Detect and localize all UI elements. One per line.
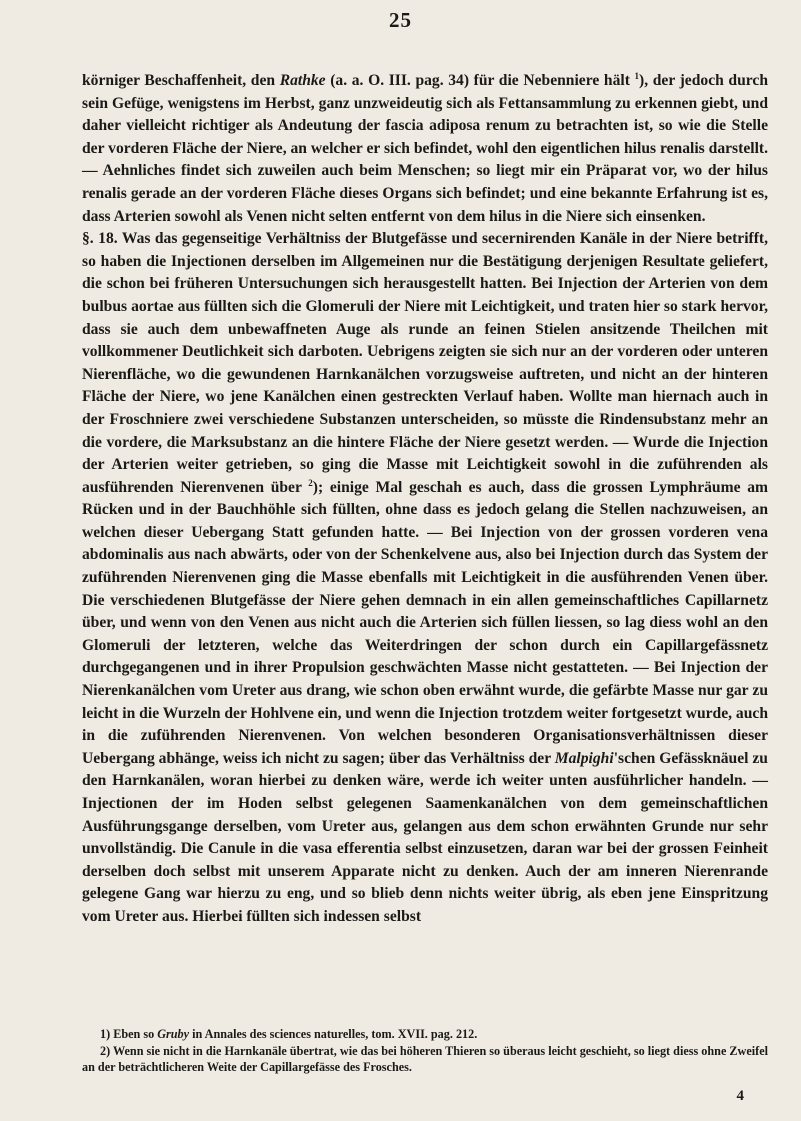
para2-text-3: 'schen Gefässknäuel zu den Harnkanälen, woran hierbei zu denken wäre, werde ich weiter unten ausführlicher handeln. — Injectionen der im Hoden selbst gelegenen Saamenkanälchen von dem gemeinschaftlichen Ausführungsgange derselben, vom Ureter aus, gelangen aus dem schon erwähnten Grunde nur sehr unvollständig. Die Canule in die vasa efferentia selbst einzusetzen, daran war bei der grossen Feinheit derselben doch selbst mit unserem Apparate nicht zu denken. Auch der am inneren Nierenrande gelegene Gang war hierzu zu eng, und so blieb denn nichts weiter übrig, als eben jene Einspritzung vom Ureter aus. Hierbei füllten sich indessen selbst <box>82 749 768 925</box>
signature-mark: 4 <box>736 1088 744 1104</box>
footnote-2: 2) Wenn sie nicht in die Harnkanäle übertrat, wie das bei höheren Thieren so überaus leicht geschieht, so liegt diess ohne Zweifel an der beträchtlicheren Weite der Capillargefässe des Frosches. <box>82 1043 768 1074</box>
para2-text-1: Was das gegenseitige Verhältniss der Blutgefässe und secernirenden Kanäle in der Niere betrifft, so haben die Injectionen derselben im Allgemeinen nur die Bestätigung derjenigen Resultate geliefert, die schon bei früheren Untersuchungen sich herausgestellt hatten. Bei Injection der Arterien von dem bulbus aortae aus füllten sich die Glomeruli der Niere mit Leichtigkeit, und traten hier so stark hervor, dass sie auch dem unbewaffneten Auge als runde an feinen Stielen ansitzende Theilchen mit vollkommener Deutlichkeit sich darboten. Uebrigens zeigten sie sich nur an der vorderen oder unteren Nierenfläche, wo die gewundenen Harnkanälchen vorzugsweise auftreten, und nicht an der hinteren Fläche der Niere, wo jene Kanälchen einen gestreckten Verlauf haben. Wollte man hiernach auch in der Froschniere zwei verschiedene Substanzen unterscheiden, so müsste die Rindensubstanz mehr an die vordere, die Marksubstanz an die hintere Fläche der Niere gesetzt werden. — Wurde die Injection der Arterien weiter getrieben, so ging die Masse mit Leichtigkeit sowohl in die zuführenden als ausführenden Nierenvenen über <box>82 230 768 496</box>
footnote1-text-2: in Annales des sciences naturelles, tom. XVII. pag. 212. <box>189 1027 478 1041</box>
para1-text-3: ), der jedoch durch sein Gefüge, wenigstens im Herbst, ganz unzweideutig sich als Fettansammlung zu erkennen giebt, und daher vielleicht richtiger als Andeutung der fascia adiposa renum zu betrachten ist, so wie die Stelle der vorderen Fläche der Niere, an welcher er sich befindet, wohl den eigentlichen hilus renalis darstellt. — Aehnliches findet sich zuweilen auch beim Menschen; so liegt mir ein Präparat vor, wo der hilus renalis gerade an der vorderen Fläche dieses Organs sich befindet; und eine bekannte Erfahrung ist es, dass Arterien sowohl als Venen nicht selten entfernt von dem hilus in die Niere sich einsenken. <box>82 72 768 225</box>
paragraph-1 <box>82 70 768 228</box>
author-rathke: Rathke <box>279 72 326 89</box>
para2-text-2: ); einige Mal geschah es auch, dass die grossen Lymphräume am Rücken und in der Bauchhöhle sich füllten, ohne dass es jedoch gelang die Stellen nachzuweisen, an welchen dieser Uebergang Statt gefunden hatte. — Bei Injection von der grossen vorderen vena abdominalis aus nach abwärts, oder von der Schenkelvene aus, also bei Injection durch das System der zuführenden Nierenvenen ging die Masse ebenfalls mit Leichtigkeit in die ausführenden Venen über. Die verschiedenen Blutgefässe der Niere gehen demnach in ein allen gemeinschaftliches Capillarnetz über, und wenn von den Venen aus nicht auch die Arterien sich füllen liessen, so lag diess wohl an den Glomeruli der letzteren, welche das Weiterdringen der schon durch ein Capillargefässnetz durchgegangenen und in ihrer Propulsion geschwächten Masse nicht gestatteten. — Bei Injection der Nierenkanälchen vom Ureter aus drang, wie schon oben erwähnt wurde, die gefärbte Masse nur gar zu leicht in die Wurzeln der Hohlvene ein, und wenn die Injection trotzdem weiter fortgesetzt wurde, auch in die zuführenden Nierenvenen. Von welchen besonderen Organisationsverhältnissen dieser Uebergang abhänge, weiss ich nicht zu sagen; über das Verhältniss der <box>82 478 768 767</box>
footnote-ref-1: 1 <box>634 70 640 81</box>
para1-text-1: körniger Beschaffenheit, den <box>82 72 280 89</box>
footnote1-text-1: 1) Eben so <box>100 1027 158 1041</box>
paragraph-2 <box>82 228 768 928</box>
footnotes <box>82 1026 768 1076</box>
page-number: 25 <box>389 8 412 32</box>
para1-text-2: (a. a. O. III. pag. 34) für die Nebenniere hält <box>325 72 635 89</box>
section-number: §. 18. <box>82 230 118 248</box>
footnote-ref-2: 2 <box>308 477 313 488</box>
author-malpighi: Malpighi <box>554 749 614 767</box>
footnote-1 <box>82 1026 768 1043</box>
body-text <box>82 70 768 929</box>
author-gruby: Gruby <box>157 1027 190 1041</box>
